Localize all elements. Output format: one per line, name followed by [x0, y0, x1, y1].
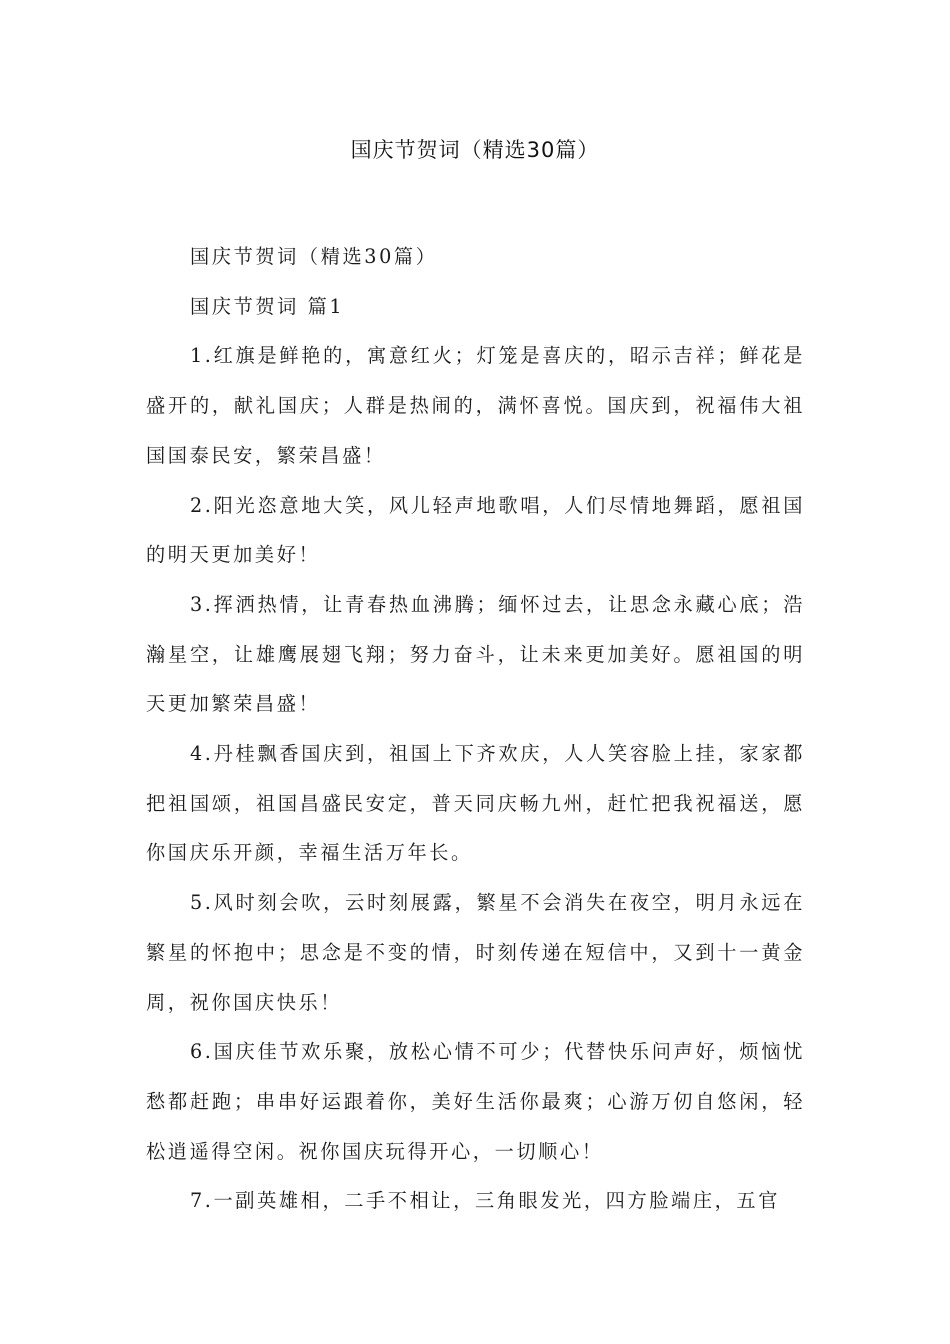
- document-title: 国庆节贺词（精选30篇）: [350, 138, 600, 162]
- paragraph-6: 6.国庆佳节欢乐聚，放松心情不可少；代替快乐问声好，烦恼忧愁都赶跑；串串好运跟着你，美好生活你最爽；心游万仞自悠闲，轻松逍遥得空闲。祝你国庆玩得开心，一切顺心！: [146, 1040, 805, 1163]
- paragraph-1: 1.红旗是鲜艳的，寓意红火；灯笼是喜庆的，昭示吉祥；鲜花是盛开的，献礼国庆；人群是热闹的，满怀喜悦。国庆到，祝福伟大祖国国泰民安，繁荣昌盛！: [146, 344, 805, 467]
- paragraph-5: 5.风时刻会吹，云时刻展露，繁星不会消失在夜空，明月永远在繁星的怀抱中；思念是不变的情，时刻传递在短信中，又到十一黄金周，祝你国庆快乐！: [146, 891, 805, 1014]
- section-heading: 国庆节贺词 篇1: [190, 294, 345, 318]
- paragraph-7: 7.一副英雄相，二手不相让，三角眼发光，四方脸端庄，五官: [190, 1189, 780, 1213]
- paragraph-2: 2.阳光恣意地大笑，风儿轻声地歌唱，人们尽情地舞蹈，愿祖国的明天更加美好！: [146, 493, 805, 567]
- paragraph-3: 3.挥洒热情，让青春热血沸腾；缅怀过去，让思念永藏心底；浩瀚星空，让雄鹰展翅飞翔；努力奋斗，让未来更加美好。愿祖国的明天更加繁荣昌盛！: [146, 592, 805, 716]
- document-body: [146, 232, 805, 1226]
- subtitle-line: 国庆节贺词（精选30篇）: [190, 245, 438, 268]
- paragraph-4: 4.丹桂飘香国庆到，祖国上下齐欢庆，人人笑容脸上挂，家家都把祖国颂，祖国昌盛民安定，普天同庆畅九州，赶忙把我祝福送，愿你国庆乐开颜，幸福生活万年长。: [146, 742, 805, 865]
